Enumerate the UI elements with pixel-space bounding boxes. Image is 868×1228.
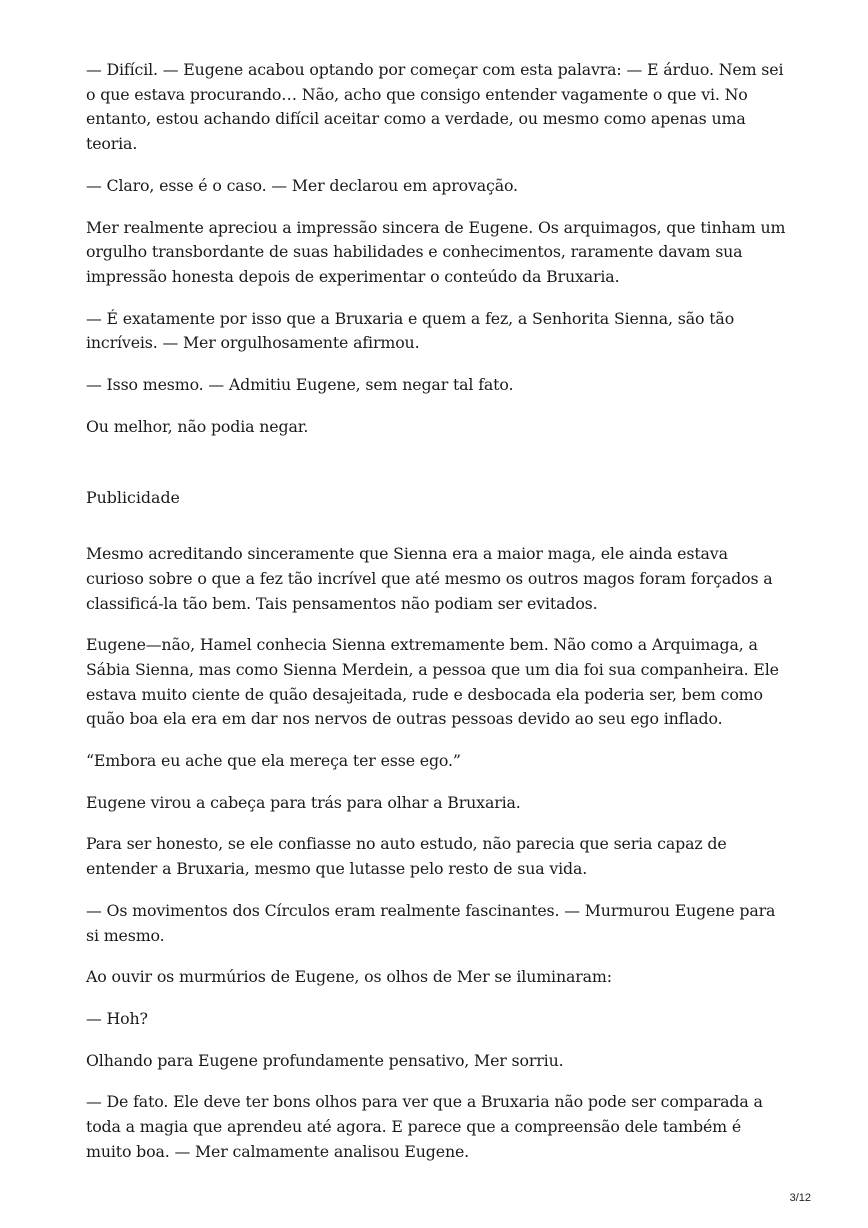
- paragraph: — Hoh?: [86, 1008, 148, 1028]
- advertisement-label: Publicidade: [86, 488, 180, 508]
- paragraph: Mer realmente apreciou a impressão sincera de Eugene. Os arquimagos, que tinham um orgulho transbordante de suas habilidades e conhecimentos, raramente davam sua impressão honesta depois de experimentar o conteúdo da Bruxaria.: [86, 217, 786, 286]
- paragraph: — Isso mesmo. — Admitiu Eugene, sem negar tal fato.: [86, 375, 514, 395]
- document-page: [86, 58, 786, 1182]
- paragraph: — É exatamente por isso que a Bruxaria e quem a fez, a Senhorita Sienna, são tão incríveis. — Mer orgulhosamente afirmou.: [86, 308, 735, 353]
- paragraph: Mesmo acreditando sinceramente que Sienna era a maior maga, ele ainda estava curioso sobre o que a fez tão incrível que até mesmo os outros magos foram forçados a classificá-la tão bem. Tais pensamentos não podiam ser evitados.: [86, 544, 773, 613]
- paragraph: — Difícil. — Eugene acabou optando por começar com esta palavra: — E árduo. Nem sei o que estava procurando… Não, acho que consigo entender vagamente o que vi. No entanto, estou achando difícil aceitar como a verdade, ou mesmo como apenas uma teoria.: [86, 60, 784, 154]
- paragraph: “Embora eu ache que ela mereça ter esse ego.”: [86, 751, 461, 771]
- paragraph: — De fato. Ele deve ter bons olhos para ver que a Bruxaria não pode ser comparada a toda a magia que aprendeu até agora. E parece que a compreensão dele também é muito boa. — Mer calmamente analisou Eugene.: [86, 1092, 763, 1161]
- paragraph: Olhando para Eugene profundamente pensativo, Mer sorriu.: [86, 1050, 564, 1070]
- page-number: 3/12: [789, 1192, 811, 1204]
- paragraph: — Claro, esse é o caso. — Mer declarou em aprovação.: [86, 175, 518, 195]
- paragraph: Ao ouvir os murmúrios de Eugene, os olhos de Mer se iluminaram:: [86, 967, 612, 987]
- paragraph: Eugene virou a cabeça para trás para olhar a Bruxaria.: [86, 792, 521, 812]
- paragraph: Ou melhor, não podia negar.: [86, 416, 309, 436]
- paragraph: Para ser honesto, se ele confiasse no auto estudo, não parecia que seria capaz de entender a Bruxaria, mesmo que lutasse pelo resto de sua vida.: [86, 834, 727, 879]
- paragraph: Eugene—não, Hamel conhecia Sienna extremamente bem. Não como a Arquimaga, a Sábia Sienna, mas como Sienna Merdein, a pessoa que um dia foi sua companheira. Ele estava muito ciente de quão desajeitada, rude e desbocada ela poderia ser, bem como quão boa ela era em dar nos nervos de outras pessoas devido ao seu ego inflado.: [86, 635, 779, 729]
- paragraph: — Os movimentos dos Círculos eram realmente fascinantes. — Murmurou Eugene para si mesmo.: [86, 900, 776, 945]
